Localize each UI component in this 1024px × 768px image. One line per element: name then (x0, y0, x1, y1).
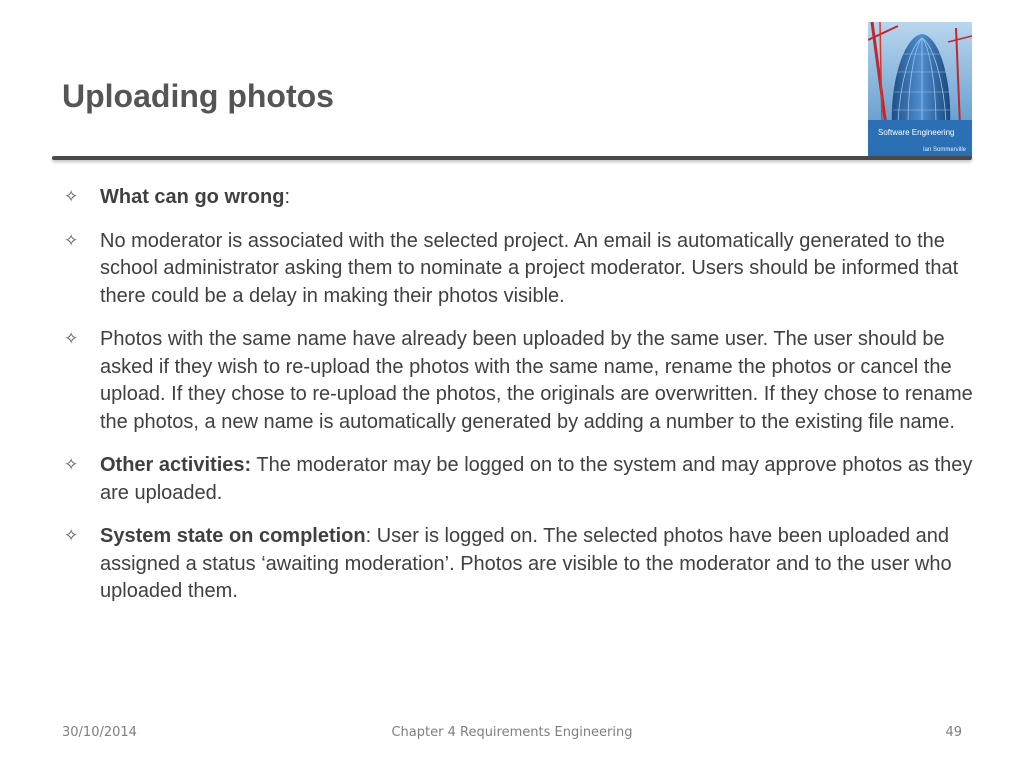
book-cover-title: Software Engineering (878, 128, 955, 137)
bullet-item-same-name-photos (62, 326, 977, 436)
bullet-text: : User is logged on. The selected photos have been uploaded and assigned a status ‘awaiting moderation’. Photos are visible to the moderator and to the user who uploaded them. (100, 525, 952, 602)
book-cover-image (868, 22, 972, 158)
bullet-item-other-activities (62, 452, 977, 507)
bullet-item-system-state (62, 523, 977, 606)
footer-chapter: Chapter 4 Requirements Engineering (391, 725, 633, 740)
bullet-heading: Other activities: (100, 454, 252, 476)
bullet-text: : (284, 186, 290, 208)
bullet-text: The moderator may be logged on to the system and may approve photos as they are uploaded. (100, 454, 973, 504)
four-point-star-bullet-icon: ✧ (64, 230, 79, 251)
four-point-star-bullet-icon: ✧ (64, 329, 79, 349)
footer-page-number: 49 (945, 725, 962, 740)
bullet-heading: What can go wrong (100, 186, 285, 208)
bullet-text: Photos with the same name have already been uploaded by the same user. The user should be asked if they wish to re-upload the photos with the same name, rename the photos or cancel the upload. If they chose to re-upload the photos, the originals are overwritten. If they chose to rename the photos, a new name is automatically generated by adding a number to the existing file name. (100, 328, 973, 433)
four-point-star-bullet-icon: ✧ (64, 455, 79, 475)
book-cover-author: Ian Sommerville (922, 147, 966, 153)
bullet-text: No moderator is associated with the selected project. An email is automatically generated to the school administrator asking them to nominate a project moderator. Users should be informed that there could be a delay in making their photos visible. (100, 229, 959, 307)
four-point-star-bullet-icon: ✧ (64, 187, 79, 207)
bullet-item-what-can-go-wrong (62, 184, 977, 212)
bullet-list (62, 184, 977, 622)
footer-date: 30/10/2014 (62, 725, 137, 740)
bullet-heading: System state on completion (100, 525, 366, 547)
bullet-item-no-moderator (62, 228, 977, 311)
four-point-star-bullet-icon: ✧ (64, 526, 79, 546)
slide-title: Uploading photos (62, 78, 334, 114)
title-divider (52, 156, 972, 160)
